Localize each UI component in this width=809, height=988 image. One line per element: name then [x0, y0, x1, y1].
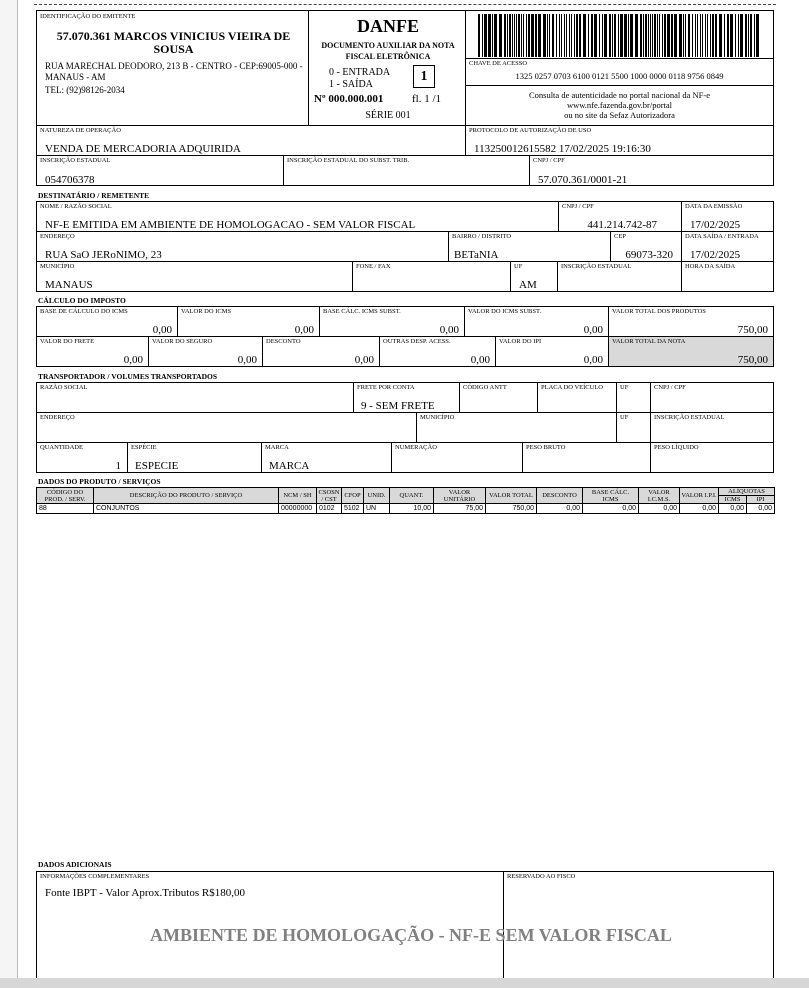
produtos-table — [36, 487, 775, 514]
th-quant: QUANT. — [390, 488, 434, 504]
chave-label: CHAVE DE ACESSO — [469, 60, 528, 67]
dest-hora-label: HORA DA SAÍDA — [685, 263, 736, 270]
transp-razao-box — [36, 382, 354, 413]
dest-uf-label: UF — [514, 263, 523, 270]
th-vunit: VALOR UNITÁRIO — [434, 488, 486, 504]
dest-fone-label: FONE / FAX — [356, 263, 391, 270]
transp-especie-label: ESPÉCIE — [131, 444, 157, 451]
transp-frete-valor: 9 - SEM FRETE — [361, 400, 435, 412]
dest-municipio-label: MUNICÍPIO — [40, 263, 75, 270]
transp-municipio-label: MUNICÍPIO — [420, 414, 455, 421]
th-vtotal: VALOR TOTAL — [486, 488, 537, 504]
th-desconto: DESCONTO — [537, 488, 583, 504]
iest-label: INSCRIÇÃO ESTADUAL DO SUBST. TRIB. — [287, 157, 410, 164]
transp-antt-box — [459, 382, 538, 413]
transp-endereco-box — [36, 412, 417, 443]
cell-v-icms: 0,00 — [639, 504, 680, 514]
total-nota-label: VALOR TOTAL DA NOTA — [612, 338, 686, 345]
dest-bairro-valor: BETaNIA — [454, 249, 499, 261]
dest-emissao-box — [681, 201, 774, 232]
transp-qtd-box — [36, 442, 128, 473]
emitente-box — [36, 10, 309, 126]
icms-st-box — [464, 306, 609, 337]
adicionais-section: DADOS ADICIONAIS — [38, 860, 112, 869]
natureza-label: NATUREZA DE OPERAÇÃO — [40, 127, 121, 134]
cell-quant: 10,00 — [390, 504, 434, 514]
dest-endereco-box — [36, 231, 449, 262]
dest-uf-box — [510, 261, 558, 292]
bc-st-label: BASE CÁLC. ICMS SUBST. — [323, 308, 401, 315]
dest-uf-valor: AM — [519, 279, 537, 291]
th-aliq-ipi: IPI — [747, 496, 775, 504]
cell-csosn: 0102 — [317, 504, 342, 514]
cell-vtotal: 750,00 — [486, 504, 537, 514]
outras-box — [379, 336, 496, 367]
transp-ie-label: INSCRIÇÃO ESTADUAL — [654, 414, 725, 421]
transp-razao-label: RAZÃO SOCIAL — [40, 384, 88, 391]
danfe-titulo: DANFE — [357, 16, 419, 36]
transp-uf2-box — [616, 412, 651, 443]
transp-peso-bruto-label: PESO BRUTO — [526, 444, 566, 451]
transp-placa-label: PLACA DO VEÍCULO — [541, 384, 603, 391]
dest-municipio-box — [36, 261, 353, 292]
bc-icms-label: BASE DE CÁLCULO DO ICMS — [40, 308, 128, 315]
danfe-subtitulo: DOCUMENTO AUXILIAR DA NOTA FISCAL ELETRÔNICA — [321, 41, 455, 61]
icms-box — [177, 306, 320, 337]
dest-nome-label: NOME / RAZÃO SOCIAL — [40, 203, 112, 210]
ipi-label: VALOR DO IPI — [499, 338, 542, 345]
frete-box — [36, 336, 149, 367]
emitente-telefone: TEL: (92)98126-2034 — [45, 85, 125, 95]
protocolo-box — [465, 125, 774, 156]
th-codigo: CÓDIGO DO PROD. / SERV. — [37, 488, 94, 504]
emitente-endereco: RUA MARECHAL DEODORO, 213 B - CENTRO - CEP:69005-000 - MANAUS - AM — [45, 61, 303, 82]
transporte-section: TRANSPORTADOR / VOLUMES TRANSPORTADOS — [38, 372, 218, 381]
transp-numeracao-label: NUMERAÇÃO — [395, 444, 437, 451]
destinatario-section: DESTINATÁRIO / REMETENTE — [38, 191, 150, 200]
table-row — [37, 504, 775, 514]
chave-valor: 1325 0257 0703 6100 0121 5500 1000 0000 0118 9756 0849 — [515, 71, 724, 81]
th-descricao: DESCRIÇÃO DO PRODUTO / SERVIÇO — [94, 488, 279, 504]
imposto-section: CÁLCULO DO IMPOSTO — [38, 296, 126, 305]
transp-qtd-valor: 1 — [115, 460, 121, 472]
dest-ie-label: INSCRIÇÃO ESTADUAL — [561, 263, 632, 270]
danfe-entrada: 0 - ENTRADA — [329, 67, 391, 78]
desconto-label: DESCONTO — [266, 338, 301, 345]
seguro-box — [148, 336, 263, 367]
cell-vunit: 75,00 — [434, 504, 486, 514]
bc-icms-box — [36, 306, 178, 337]
cell-bc-icms: 0,00 — [583, 504, 639, 514]
info-complementares-valor: Fonte IBPT - Valor Aprox.Tributos R$180,00 — [45, 887, 245, 899]
transp-cnpj-label: CNPJ / CPF — [654, 384, 686, 391]
protocolo-label: PROTOCOLO DE AUTORIZAÇÃO DE USO — [469, 127, 592, 134]
cell-unid: UN — [364, 504, 390, 514]
transp-uf-label: UF — [620, 384, 629, 391]
transp-cnpj-box — [650, 382, 774, 413]
emitente-label: IDENTIFICAÇÃO DO EMITENTE — [40, 13, 136, 20]
total-produtos-label: VALOR TOTAL DOS PRODUTOS — [612, 308, 706, 315]
chave-box — [465, 10, 774, 126]
outras-label: OUTRAS DESP. ACESS. — [383, 338, 451, 345]
frete-label: VALOR DO FRETE — [40, 338, 95, 345]
icms-valor: 0,00 — [294, 324, 314, 336]
transp-municipio-box — [416, 412, 617, 443]
seguro-valor: 0,00 — [237, 354, 257, 366]
dest-municipio-valor: MANAUS — [45, 279, 93, 291]
total-produtos-box — [608, 306, 774, 337]
desconto-box — [262, 336, 380, 367]
frete-valor: 0,00 — [123, 354, 143, 366]
ipi-valor: 0,00 — [583, 354, 603, 366]
bc-icms-valor: 0,00 — [152, 324, 172, 336]
dest-hora-box — [681, 261, 774, 292]
icms-st-label: VALOR DO ICMS SUBST. — [468, 308, 542, 315]
transp-especie-box — [127, 442, 262, 473]
homologacao-watermark: AMBIENTE DE HOMOLOGAÇÃO - NF-E SEM VALOR FISCAL — [150, 925, 672, 945]
bc-st-valor: 0,00 — [439, 324, 459, 336]
th-v-icms: VALOR I.C.M.S. — [639, 488, 680, 504]
iest-box — [283, 155, 530, 186]
dest-bairro-box — [448, 231, 611, 262]
dest-saida-valor: 17/02/2025 — [690, 249, 741, 261]
danfe-folha: fl. 1 /1 — [412, 93, 442, 105]
dest-emissao-valor: 17/02/2025 — [690, 219, 741, 231]
cell-desconto: 0,00 — [537, 504, 583, 514]
danfe-tipo: 1 — [413, 65, 435, 88]
total-nota-box — [608, 336, 774, 367]
dest-nome-box — [36, 201, 559, 232]
cell-codigo: 88 — [37, 504, 94, 514]
chave-consulta-2[interactable]: www.nfe.fazenda.gov.br/portal — [566, 100, 673, 110]
danfe-box — [308, 10, 466, 126]
seguro-label: VALOR DO SEGURO — [152, 338, 213, 345]
total-nota-valor: 750,00 — [737, 354, 768, 366]
transp-frete-label: FRETE POR CONTA — [357, 384, 415, 391]
dest-endereco-label: ENDEREÇO — [40, 233, 75, 240]
transp-peso-liquido-label: PESO LÍQUIDO — [654, 444, 699, 451]
desconto-valor: 0,00 — [354, 354, 374, 366]
ie-box — [36, 155, 284, 186]
dest-saida-label: DATA SAÍDA / ENTRADA — [685, 233, 759, 240]
emitente-cnpj-valor: 57.070.361/0001-21 — [538, 174, 628, 186]
transp-frete-box — [353, 382, 460, 413]
dest-nome-valor: NF-E EMITIDA EM AMBIENTE DE HOMOLOGACAO - SEM VALOR FISCAL — [45, 219, 416, 231]
produtos-section: DADOS DO PRODUTO / SERVIÇOS — [38, 477, 161, 486]
dest-cnpj-box — [558, 201, 682, 232]
emitente-nome: 57.070.361 MARCOS VINICIUS VIEIRA DE SOUSA — [56, 29, 291, 56]
transp-placa-box — [537, 382, 617, 413]
transp-especie-valor: ESPECIE — [135, 460, 179, 472]
th-cfop: CFOP — [342, 488, 364, 504]
dest-cep-label: CEP — [614, 233, 626, 240]
th-csosn: CSOSN / CST — [317, 488, 342, 504]
danfe-numero: Nº 000.000.001 — [314, 93, 384, 105]
transp-qtd-label: QUANTIDADE — [40, 444, 83, 451]
transp-marca-valor: MARCA — [269, 460, 310, 472]
dest-cep-box — [610, 231, 682, 262]
dest-emissao-label: DATA DA EMISSÃO — [685, 203, 743, 210]
transp-endereco-label: ENDEREÇO — [40, 414, 75, 421]
transp-antt-label: CÓDIGO ANTT — [463, 384, 507, 391]
cell-aliq-ipi: 0,00 — [747, 504, 775, 514]
transp-peso-bruto-box — [522, 442, 651, 473]
cell-cfop: 5102 — [342, 504, 364, 514]
chave-consulta-1: Consulta de autenticidade no portal nacional da NF-e — [528, 90, 711, 100]
ie-label: INSCRIÇÃO ESTADUAL — [40, 157, 111, 164]
ipi-box — [495, 336, 609, 367]
total-produtos-valor: 750,00 — [737, 324, 768, 336]
th-aliq-icms: ICMS — [719, 496, 747, 504]
natureza-valor: VENDA DE MERCADORIA ADQUIRIDA — [45, 143, 241, 155]
transp-uf-box — [616, 382, 651, 413]
danfe-serie: SÉRIE 001 — [365, 110, 411, 121]
transp-peso-liquido-box — [650, 442, 774, 473]
dest-ie-box — [557, 261, 682, 292]
outras-valor: 0,00 — [470, 354, 490, 366]
transp-ie-box — [650, 412, 774, 443]
th-bc-icms: BASE CÁLC. ICMS — [583, 488, 639, 504]
th-ncm: NCM / SH — [279, 488, 317, 504]
dest-fone-box — [352, 261, 511, 292]
emitente-cnpj-label: CNPJ / CPF — [533, 157, 565, 164]
dest-endereco-valor: RUA SaO JERoNIMO, 23 — [45, 249, 162, 261]
cut-line — [34, 4, 776, 5]
cell-aliq-icms: 0,00 — [719, 504, 747, 514]
dest-saida-box — [681, 231, 774, 262]
th-v-ipi: VALOR I.P.I. — [680, 488, 719, 504]
cell-ncm: 00000000 — [279, 504, 317, 514]
dest-bairro-label: BAIRRO / DISTRITO — [452, 233, 512, 240]
transp-numeracao-box — [391, 442, 523, 473]
transp-marca-box — [261, 442, 392, 473]
chave-consulta-3: ou no site da Sefaz Autorizadora — [564, 110, 675, 120]
ie-valor: 054706378 — [45, 174, 95, 186]
reservado-fisco-label: RESERVADO AO FISCO — [507, 873, 576, 880]
protocolo-valor: 113250012615582 17/02/2025 19:16:30 — [474, 143, 651, 155]
natureza-box — [36, 125, 466, 156]
transp-marca-label: MARCA — [265, 444, 289, 451]
info-complementares-label: INFORMAÇÕES COMPLEMENTARES — [40, 873, 150, 880]
dest-cnpj-label: CNPJ / CPF — [562, 203, 594, 210]
icms-st-valor: 0,00 — [583, 324, 603, 336]
th-aliquotas: ALÍQUOTAS — [719, 488, 775, 496]
icms-label: VALOR DO ICMS — [181, 308, 232, 315]
danfe-saida: 1 - SAÍDA — [329, 79, 373, 90]
transp-uf2-label: UF — [620, 414, 629, 421]
th-unid: UNID. — [364, 488, 390, 504]
bottom-scrollbar[interactable] — [0, 978, 809, 988]
emitente-cnpj-box — [529, 155, 774, 186]
dest-cep-valor: 69073-320 — [625, 249, 673, 261]
cell-v-ipi: 0,00 — [680, 504, 719, 514]
barcode-image — [478, 14, 762, 57]
bc-st-box — [319, 306, 465, 337]
cell-descricao: CONJUNTOS — [94, 504, 279, 514]
dest-cnpj-valor: 441.214.742-87 — [587, 219, 657, 231]
